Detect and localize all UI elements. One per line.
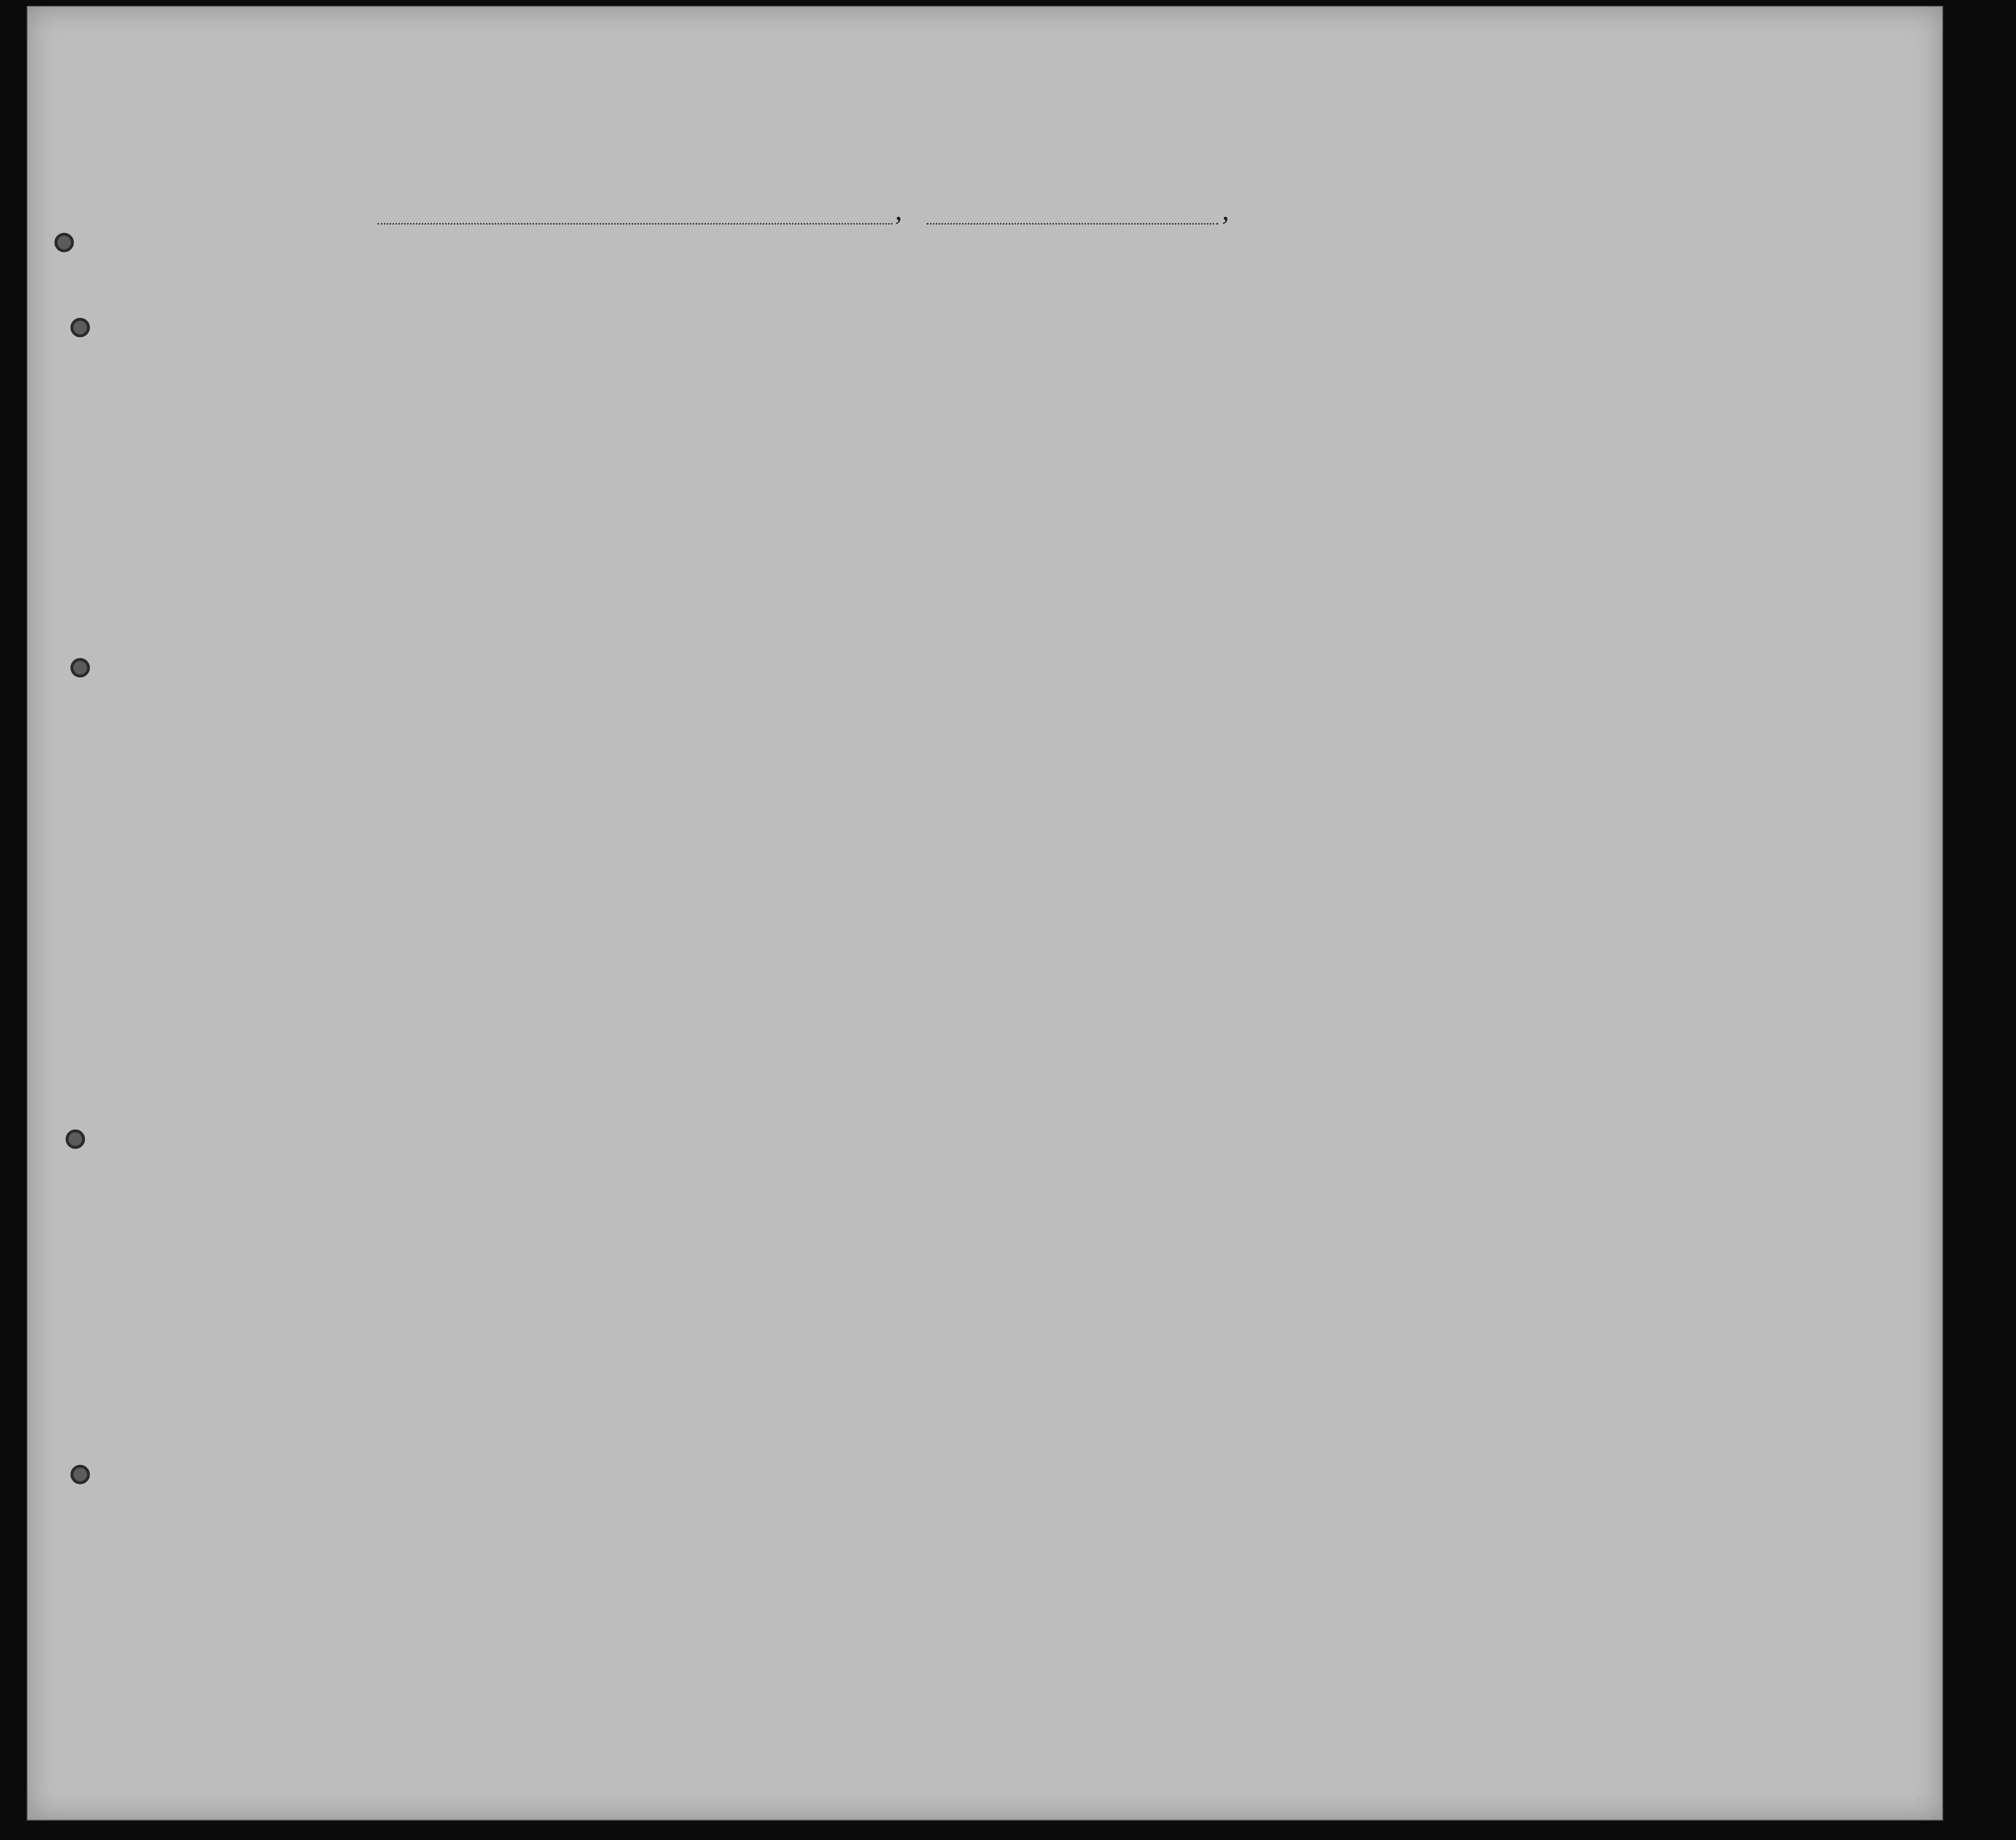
punch-hole-icon [54,233,74,252]
punch-hole-icon [70,658,90,677]
punch-hole-icon [66,1129,85,1149]
date-line [927,223,1218,225]
punch-hole-icon [70,1465,90,1484]
port-line [378,223,893,225]
manifest-sheet [27,6,1943,1821]
comma: , [1222,194,1229,226]
comma: , [895,194,902,226]
punch-hole-icon [70,318,90,337]
